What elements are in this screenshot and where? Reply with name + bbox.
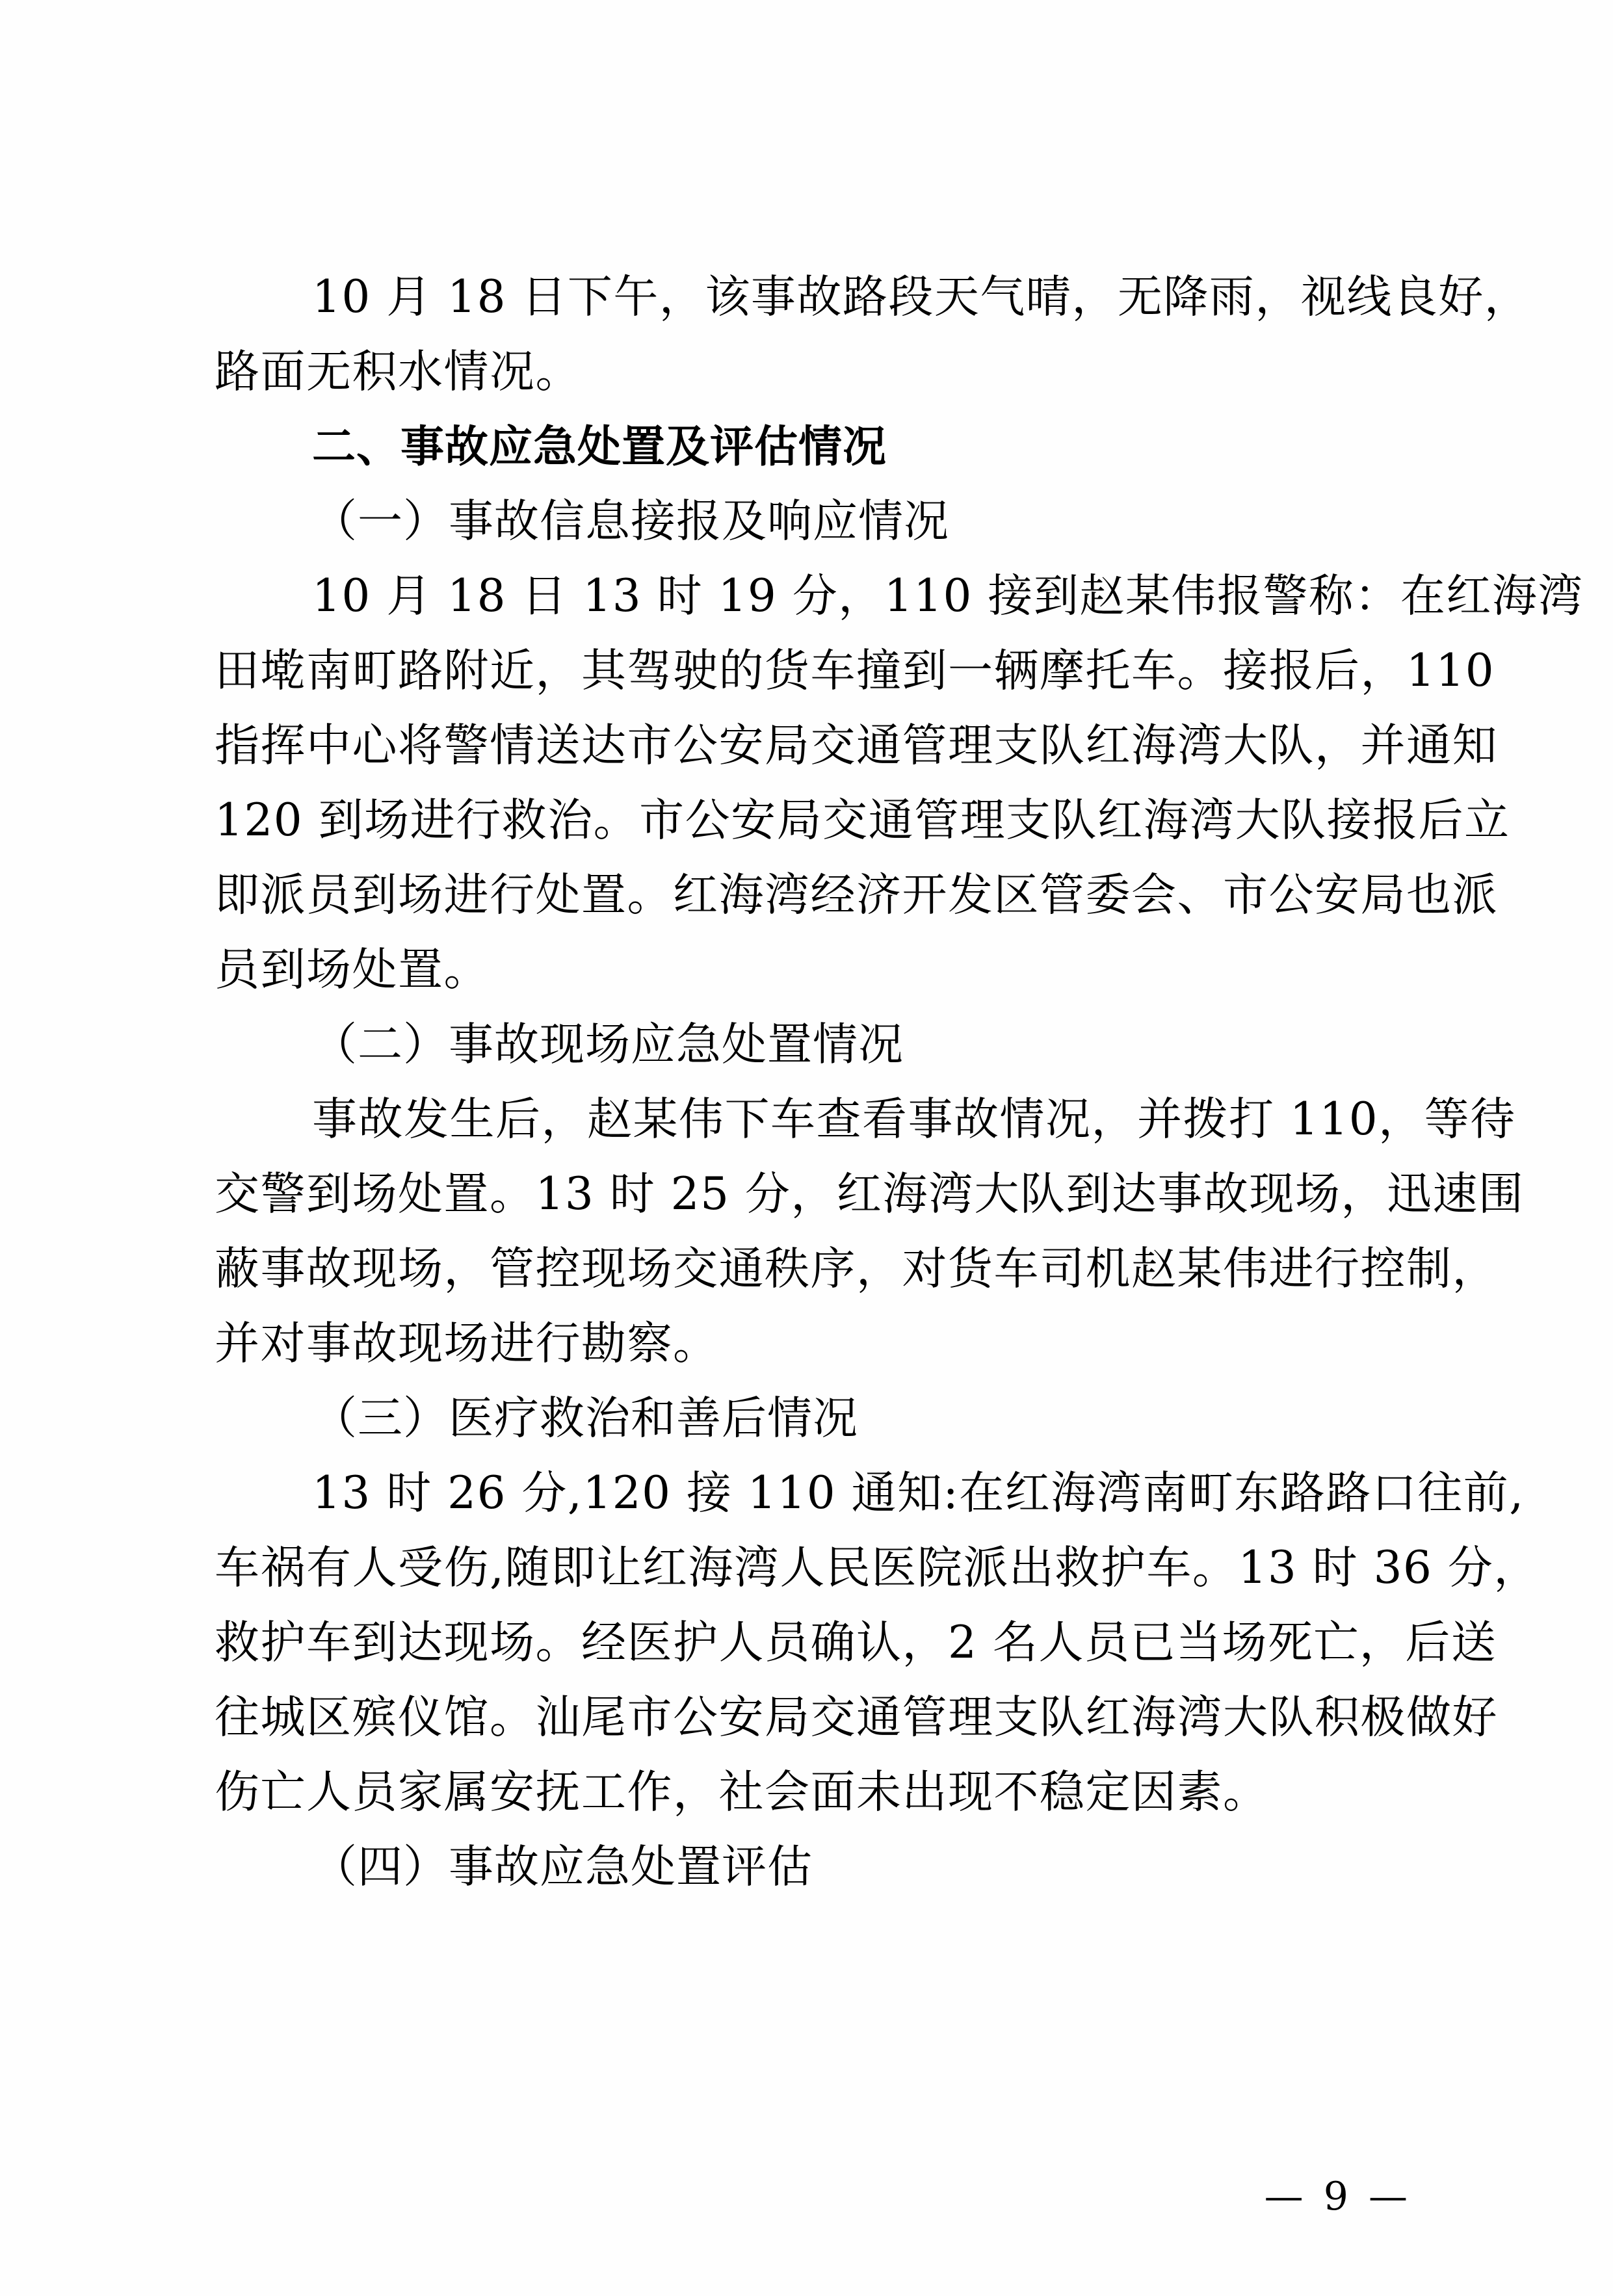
scene-response-line-3: 蔽事故现场，管控现场交通秩序，对货车司机赵某伟进行控制， xyxy=(215,1243,1498,1295)
section-two-heading: 二、事故应急处置及评估情况 xyxy=(312,421,887,472)
report-response-line-1: 10 月 18 日 13 时 19 分，110 接到赵某伟报警称：在红海湾 xyxy=(312,570,1584,622)
weather-paragraph xyxy=(215,260,1530,410)
medical-aftercare-paragraph xyxy=(215,1456,1540,1830)
subsection-three-heading: （三）医疗救治和善后情况 xyxy=(312,1392,858,1444)
report-response-line-2: 田墘南町路附近，其驾驶的货车撞到一辆摩托车。接报后，110 xyxy=(215,645,1495,697)
scene-response-line-4: 并对事故现场进行勘察。 xyxy=(215,1318,719,1370)
report-response-line-6: 员到场处置。 xyxy=(215,944,490,996)
medical-line-3: 救护车到达现场。经医护人员确认，2 名人员已当场死亡，后送 xyxy=(215,1617,1497,1669)
report-response-paragraph xyxy=(215,559,1584,1008)
report-response-line-3: 指挥中心将警情送达市公安局交通管理支队红海湾大队，并通知 xyxy=(215,720,1498,772)
medical-line-1: 13 时 26 分,120 接 110 通知:在红海湾南町东路路口往前, xyxy=(312,1467,1525,1519)
subsection-one-heading: （一）事故信息接报及响应情况 xyxy=(312,495,949,547)
scene-response-line-2: 交警到场处置。13 时 25 分，红海湾大队到达事故现场，迅速围 xyxy=(215,1168,1525,1220)
document-body xyxy=(215,260,1584,1905)
scene-response-line-1: 事故发生后，赵某伟下车查看事故情况，并拨打 110，等待 xyxy=(312,1093,1516,1145)
report-response-line-4: 120 到场进行救治。市公安局交通管理支队红海湾大队接报后立 xyxy=(215,794,1510,846)
subsection-four-heading: （四）事故应急处置评估 xyxy=(312,1841,813,1893)
weather-paragraph-line-2: 路面无积水情况。 xyxy=(215,346,581,398)
medical-line-2: 车祸有人受伤,随即让红海湾人民医院派出救护车。13 时 36 分， xyxy=(215,1542,1540,1594)
subsection-two-heading: （二）事故现场应急处置情况 xyxy=(312,1019,904,1071)
medical-line-5: 伤亡人员家属安抚工作，社会面未出现不稳定因素。 xyxy=(215,1766,1269,1818)
weather-paragraph-line-1: 10 月 18 日下午，该事故路段天气晴，无降雨，视线良好， xyxy=(312,271,1530,323)
report-response-line-5: 即派员到场进行处置。红海湾经济开发区管委会、市公安局也派 xyxy=(215,869,1498,921)
scene-response-paragraph xyxy=(215,1082,1525,1381)
page-number: — 9 — xyxy=(1264,2174,1411,2219)
medical-line-4: 往城区殡仪馆。汕尾市公安局交通管理支队红海湾大队积极做好 xyxy=(215,1691,1498,1743)
